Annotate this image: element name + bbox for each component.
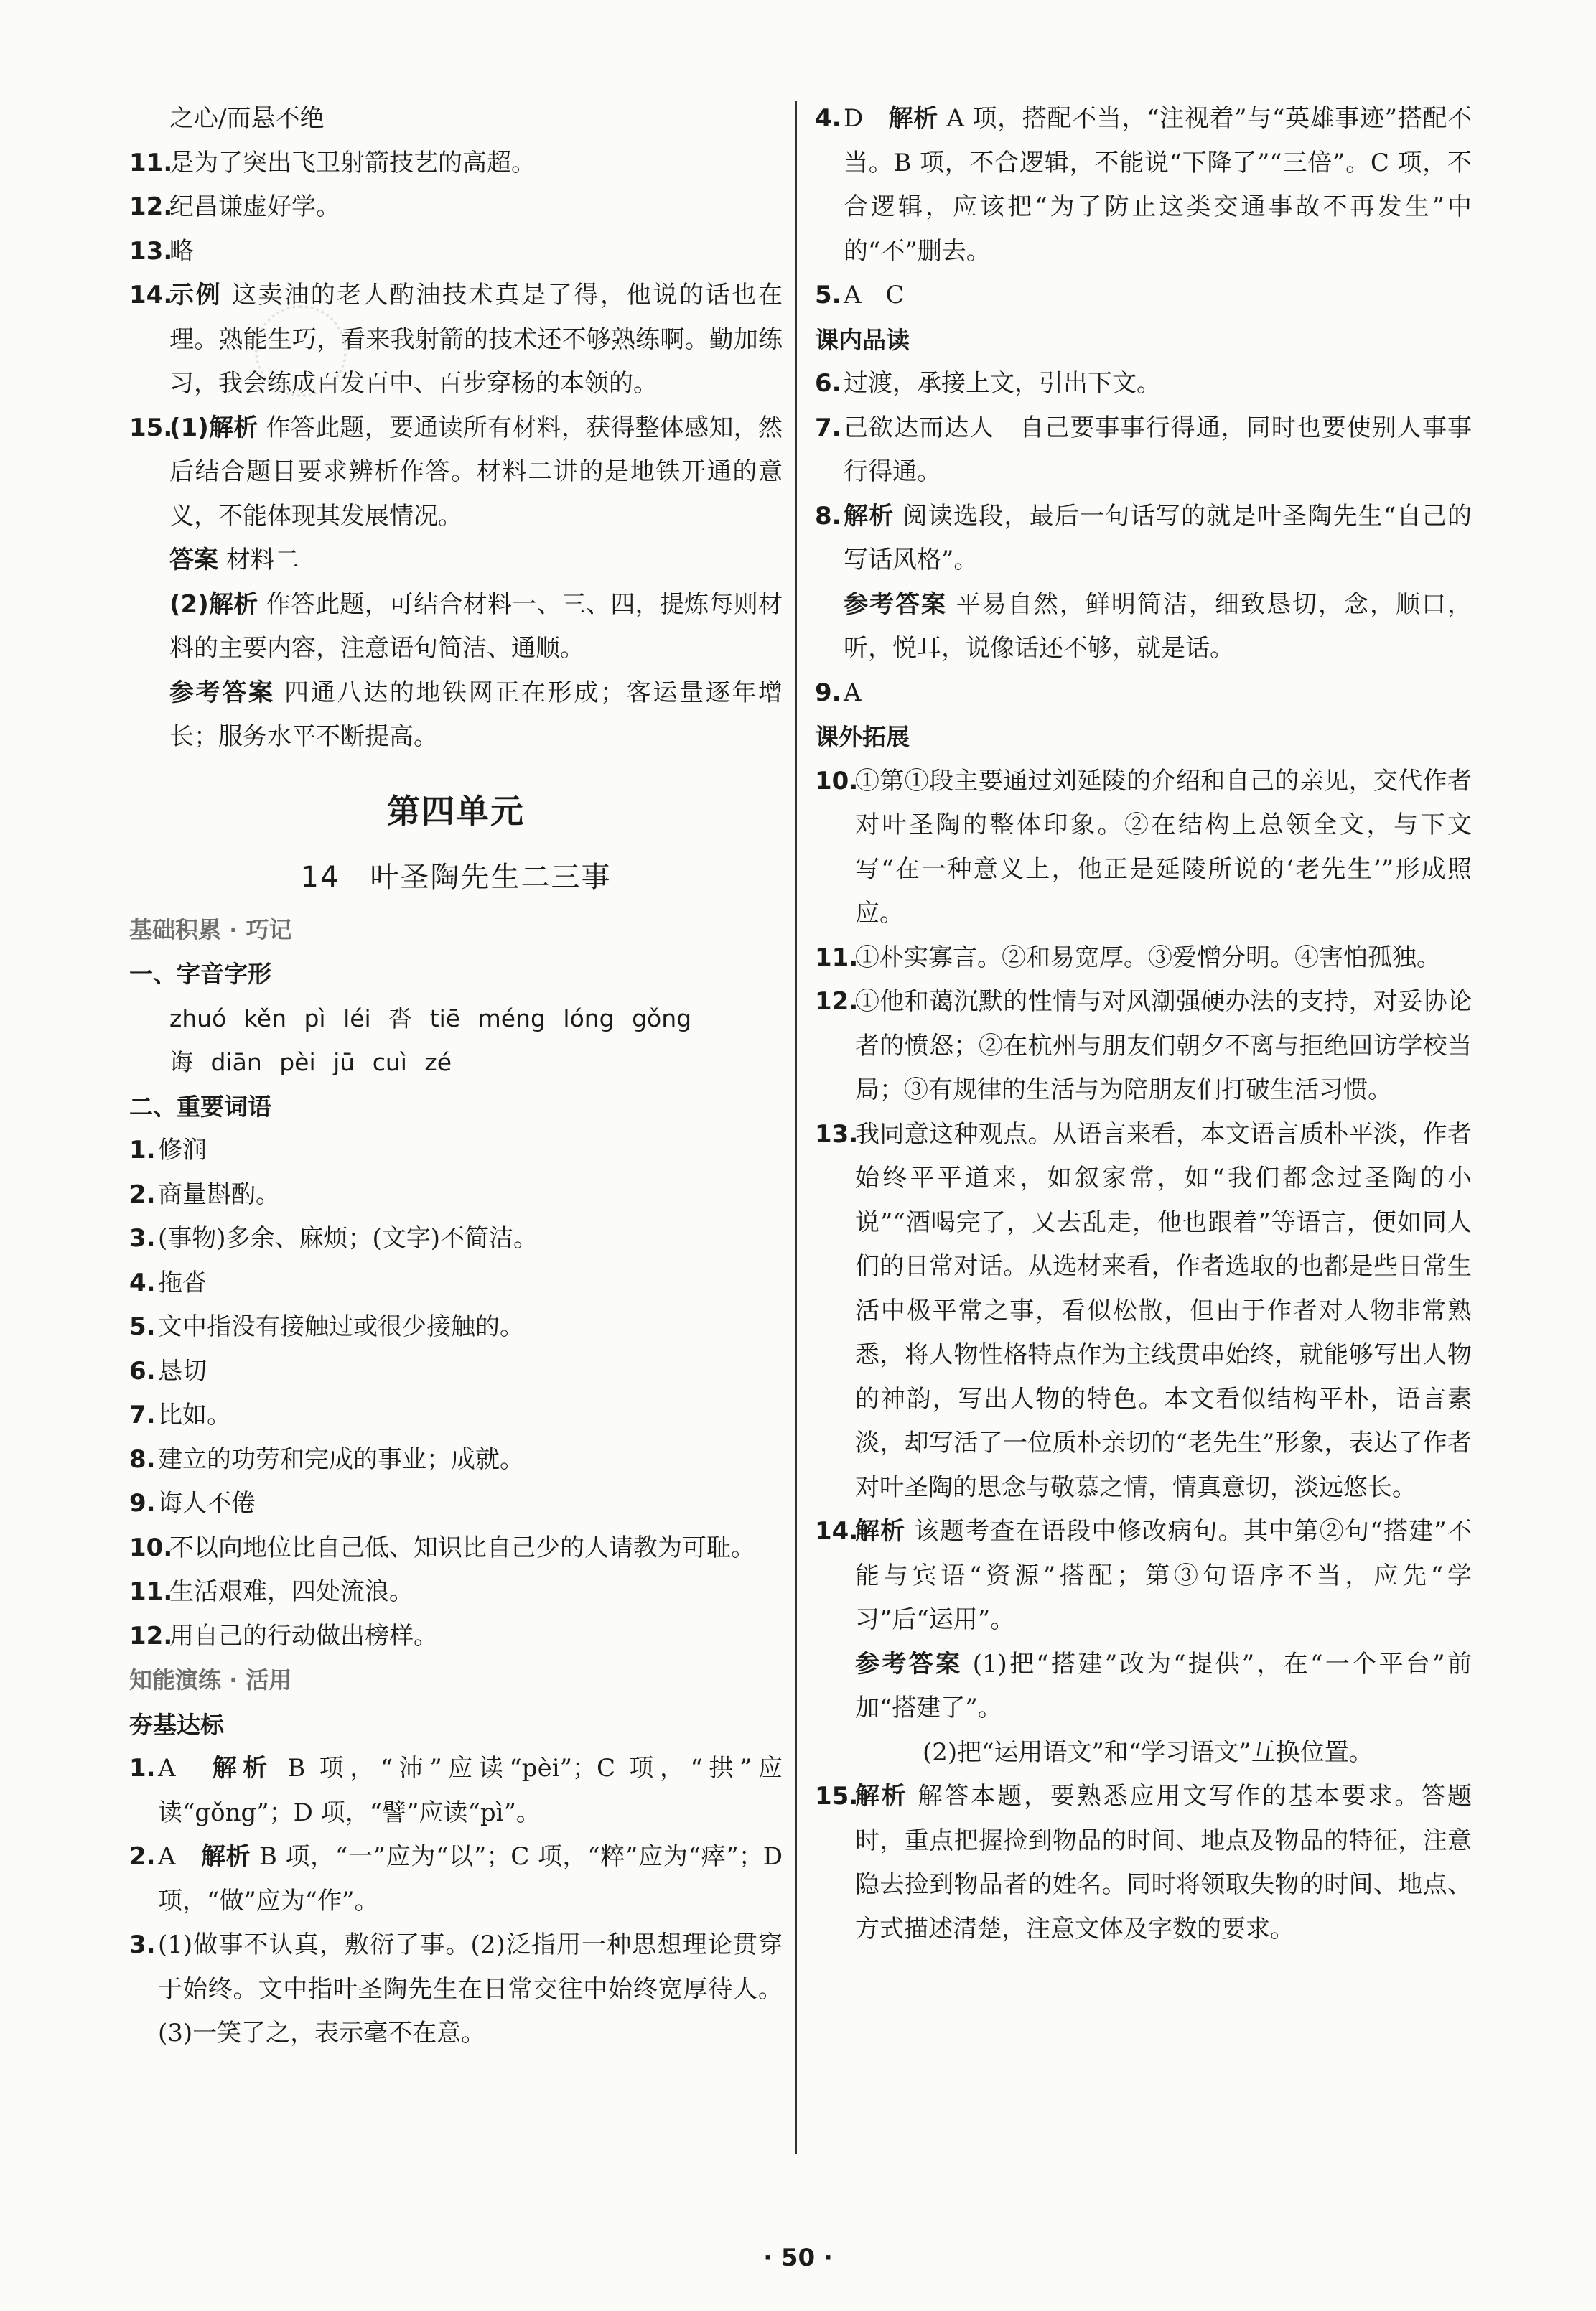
item-number: 7. (815, 413, 841, 442)
item-number: 12. (129, 192, 173, 221)
vocab-item (129, 1350, 783, 1394)
label-answer: 答案 (169, 546, 218, 574)
item-text (158, 1835, 783, 1923)
item-number: 6. (815, 369, 841, 398)
item-number: 10. (129, 1533, 173, 1562)
item-number: 2. (129, 1180, 156, 1209)
item-number: 6. (129, 1356, 156, 1386)
item-text (855, 1510, 1472, 1643)
text-line: 之心/而悬不绝 (169, 104, 325, 133)
subsection-heading: 课外拓展 (815, 723, 910, 751)
label-analysis: 解析 (212, 1754, 274, 1783)
unit-title: 第四单元 (387, 791, 525, 831)
exercise-item (815, 362, 1472, 406)
item-number: 13. (129, 236, 173, 266)
reference-answer-block (129, 671, 783, 760)
exercise-item (129, 1923, 783, 2056)
exercise-item (815, 1775, 1472, 1951)
item-text: A C (844, 281, 905, 309)
item-number: 4. (129, 1268, 156, 1297)
vocab-item (129, 1438, 783, 1483)
label-analysis: 解析 (855, 1517, 906, 1546)
label-analysis: (2)解析 (169, 589, 258, 619)
item-number: 10. (815, 766, 859, 795)
item-text (855, 1775, 1472, 1951)
exercise-item (815, 936, 1472, 981)
item-number: 13. (815, 1119, 859, 1149)
item-number: 12. (129, 1621, 173, 1651)
label-analysis: 解析 (855, 1782, 908, 1811)
analysis-text: B 项，“一”应为“以”；C 项，“粹”应为“瘁”；D 项，“做”应为“作”。 (158, 1842, 783, 1915)
label-example: 示例 (169, 281, 223, 309)
pinyin-line: zhuó kěn pì léi 沓 tiē méng lóng gǒng (169, 1004, 692, 1032)
item-text: ①他和蔼沉默的性情与对风潮强硬办法的支持，对妥协论者的愤怒；②在杭州与朋友们朝夕不离与拒绝回访学校当局；③有规律的生活与为陪朋友们打破生活习惯。 (855, 987, 1472, 1104)
analysis-text: A 项，搭配不当，“注视着”与“英雄事迹”搭配不当。B 项，不合逻辑，不能说“下降了”“三倍”。C 项，不合逻辑，应该把“为了防止这类交通事故不再发生”中的“不”删去。 (844, 104, 1473, 266)
answer-item (129, 274, 783, 406)
item-text: 纪昌谦虚好学。 (169, 192, 340, 221)
analysis-text: 作答此题，要通读所有材料，获得整体感知，然后结合题目要求辨析作答。材料二讲的是地铁开通的意义，不能体现其发展情况。 (169, 413, 783, 531)
analysis-text: 作答此题，可结合材料一、三、四，提炼每则材料的主要内容，注意语句简洁、通顺。 (169, 589, 783, 663)
section-heading: 基础积累 · 巧记 (129, 915, 292, 943)
exercise-item (815, 274, 1472, 318)
item-text: 建立的功劳和完成的事业；成就。 (158, 1444, 524, 1474)
exercise-item (815, 1113, 1472, 1511)
answer-line (129, 538, 783, 583)
item-text (169, 406, 783, 539)
reference-answer-block (815, 583, 1472, 671)
item-text: 商量斟酌。 (158, 1180, 280, 1209)
item-number: 3. (129, 1930, 156, 1959)
item-text: 是为了突出飞卫射箭技艺的高超。 (169, 148, 536, 177)
vocab-item (129, 1482, 783, 1526)
item-number: 11. (129, 148, 173, 177)
item-text: ①朴实寡言。②和易宽厚。③爱憎分明。④害怕孤独。 (855, 943, 1441, 972)
exercise-item (815, 406, 1472, 495)
example-text: 这卖油的老人酌油技术真是了得，他说的话也在理。熟能生巧，看来我射箭的技术还不够熟练啊。勤加练习，我会练成百发百中、百步穿杨的本领的。 (169, 281, 783, 398)
item-number: 14. (815, 1517, 859, 1546)
item-number: 1. (129, 1754, 156, 1783)
exercise-item (129, 1747, 783, 1835)
answer-item (129, 406, 783, 539)
page-number: · 50 · (763, 2244, 833, 2272)
item-number: 1. (129, 1136, 156, 1164)
pinyin-line: 诲 diān pèi jū cuì zé (169, 1048, 452, 1076)
analysis-text: 该题考查在语段中修改病句。其中第②句“搭建”不能与宾语“资源”搭配；第③句语序不当，应先“学习”后“运用”。 (855, 1517, 1472, 1634)
reference-answer-block (815, 1643, 1472, 1731)
subsection-heading: 课内品读 (815, 325, 910, 354)
item-text (844, 97, 1472, 274)
subsection-heading: 一、字音字形 (129, 960, 271, 988)
subsection-heading: 夯基达标 (129, 1710, 224, 1739)
analysis-text: 阅读选段，最后一句话写的就是叶圣陶先生“自己的写话风格”。 (844, 501, 1472, 574)
section-heading: 知能演练 · 活用 (129, 1666, 292, 1694)
vocab-item (129, 1615, 783, 1659)
item-number: 5. (129, 1312, 156, 1341)
vocab-item (129, 1129, 783, 1173)
item-number: 3. (129, 1224, 156, 1253)
label-reference-answer: 参考答案 (855, 1649, 963, 1679)
item-text: 略 (169, 236, 194, 266)
vocab-item (129, 1570, 783, 1615)
item-number: 12. (815, 987, 859, 1016)
vocab-item (129, 1217, 783, 1261)
analysis-text: 解答本题，要熟悉应用文写作的基本要求。答题时，重点把握捡到物品的时间、地点及物品的特征，注意隐去捡到物品者的姓名。同时将领取失物的时间、地点、方式描述清楚，注意文体及字数的要求。 (855, 1782, 1473, 1943)
label-analysis: (1)解析 (169, 413, 258, 442)
vocab-item (129, 1305, 783, 1350)
item-number: 5. (815, 281, 841, 309)
exercise-item (129, 1835, 783, 1923)
item-text: 我同意这种观点。从语言来看，本文语言质朴平淡，作者始终平平道来，如叙家常，如“我们都念过圣陶的小说”“酒喝完了，又去乱走，他也跟着”等语言，便如同人们的日常对话。从选材来看，作者选取的也都是些日常生活中极平常之事，看似松散，但由于作者对人物非常熟悉，将人物性格特点作为主线贯串始终，就能够写出人物的神韵，写出人物的特色。本文看似结构平朴，语言素淡，却写活了一位质朴亲切的“老先生”形象，表达了作者对叶圣陶的思念与敬慕之情，情真意切，淡远悠长。 (855, 1119, 1472, 1502)
item-text: 恳切 (158, 1356, 207, 1386)
item-number: 9. (129, 1489, 156, 1518)
item-text: 过渡，承接上文，引出下文。 (844, 369, 1161, 398)
left-column (129, 97, 783, 2056)
item-text: 不以向地位比自己低、知识比自己少的人请教为可耻。 (169, 1533, 755, 1562)
vocab-item (129, 1261, 783, 1306)
vocab-item (129, 1393, 783, 1438)
item-text: (事物)多余、麻烦；(文字)不简洁。 (158, 1224, 538, 1253)
item-number: 15. (815, 1782, 859, 1811)
item-text (158, 1747, 783, 1835)
item-text: 比如。 (158, 1401, 231, 1429)
right-column (815, 97, 1472, 1951)
subsection-heading: 二、重要词语 (129, 1092, 271, 1121)
item-text: ①第①段主要通过刘延陵的介绍和自己的亲见，交代作者对叶圣陶的整体印象。②在结构上总领全文，与下文写“在一种意义上，他正是延陵所说的‘老先生’”形成照应。 (855, 766, 1472, 928)
item-number: 11. (129, 1577, 173, 1606)
answer-text: 材料二 (218, 546, 299, 574)
item-number: 11. (815, 943, 859, 972)
choice-answer: A (158, 1754, 213, 1783)
item-text: (1)做事不认真，敷衍了事。(2)泛指用一种思想理论贯穿于始终。文中指叶圣陶先生在日常交往中始终宽厚待人。(3)一笑了之，表示毫不在意。 (158, 1930, 783, 2048)
label-analysis: 解析 (200, 1842, 251, 1871)
item-number: 15. (129, 413, 173, 442)
label-reference-answer: 参考答案 (169, 678, 275, 707)
label-analysis: 解析 (844, 501, 895, 531)
item-text: 己欲达而达人 自己要事事行得通，同时也要使别人事事行得通。 (844, 413, 1472, 486)
item-text: 修润 (158, 1136, 207, 1164)
exercise-item (815, 495, 1472, 583)
exercise-item (815, 97, 1472, 274)
label-reference-answer: 参考答案 (844, 589, 948, 619)
exercise-item (815, 1510, 1472, 1643)
item-text: 用自己的行动做出榜样。 (169, 1621, 438, 1651)
exercise-item (815, 760, 1472, 936)
reference-answer-text: 四通八达的地铁网正在形成；客运量逐年增长；服务水平不断提高。 (169, 678, 783, 751)
reference-answer-line: (2)把“运用语文”和“学习语文”互换位置。 (923, 1737, 1373, 1767)
analysis-text: B 项，“沛”应读“pèi”；C 项，“拱”应读“gǒng”；D 项，“譬”应读“pì”。 (158, 1754, 783, 1827)
item-text: A (844, 678, 862, 707)
item-text (169, 274, 783, 406)
reference-answer-text: (1)把“搭建”改为“提供”，在“一个平台”前加“搭建了”。 (855, 1649, 1473, 1722)
label-analysis: 解析 (888, 104, 938, 133)
choice-answer: D (844, 104, 889, 133)
answer-item (129, 185, 783, 230)
answer-item (129, 230, 783, 274)
item-number: 14. (129, 281, 173, 309)
item-number: 9. (815, 678, 841, 707)
item-number: 2. (129, 1842, 156, 1871)
item-text: 拖沓 (158, 1268, 207, 1297)
analysis-block (129, 583, 783, 671)
vocab-item (129, 1526, 783, 1571)
column-divider (795, 101, 797, 2154)
exercise-item (815, 980, 1472, 1113)
exercise-item (815, 671, 1472, 716)
item-number: 4. (815, 104, 841, 133)
lesson-title: 14 叶圣陶先生二三事 (300, 860, 612, 894)
item-text: 诲人不倦 (158, 1489, 256, 1518)
item-text: 文中指没有接触过或很少接触的。 (158, 1312, 524, 1341)
choice-answer: A (158, 1842, 201, 1871)
item-text: 生活艰难，四处流浪。 (169, 1577, 414, 1606)
vocab-item (129, 1173, 783, 1218)
item-number: 7. (129, 1401, 156, 1429)
item-text (844, 495, 1472, 583)
reference-answer-text: 平易自然，鲜明简洁，细致恳切，念，顺口，听，悦耳，说像话还不够，就是话。 (844, 589, 1472, 663)
answer-item (129, 141, 783, 186)
item-number: 8. (815, 501, 841, 531)
item-number: 8. (129, 1444, 156, 1474)
